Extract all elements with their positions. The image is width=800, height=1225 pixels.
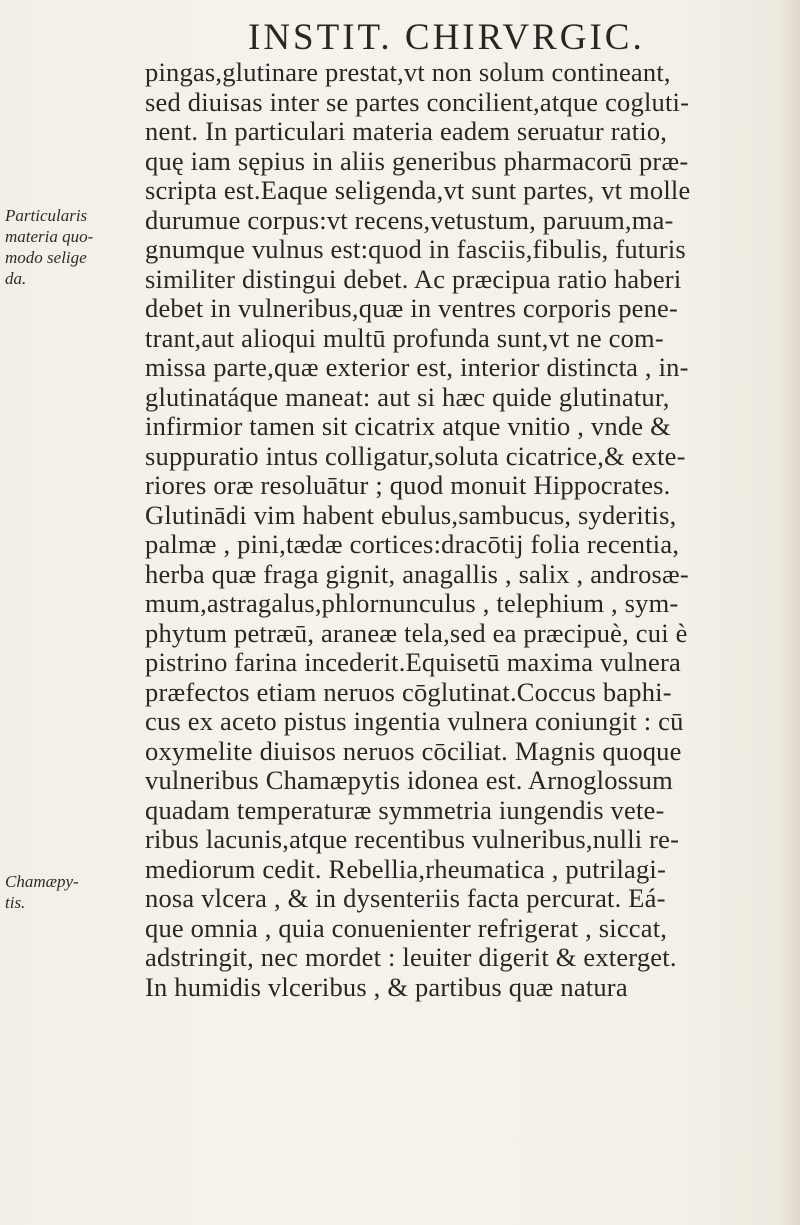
- text-line: palmæ , pini,tædæ cortices:dracōtij folia recentia,: [145, 529, 680, 559]
- text-line: herba quæ fraga gignit, anagallis , salix , androsæ-: [145, 558, 689, 589]
- text-line: gnumque vulnus est:quod in fasciis,fibulis, futuris: [145, 234, 686, 264]
- margin-note-line: materia quo-: [5, 227, 94, 246]
- text-line: durumue corpus:vt recens,vetustum, paruum,ma-: [145, 204, 674, 235]
- text-line: ribus lacunis,atque recentibus vulneribus,nulli re-: [145, 824, 680, 854]
- text-line: scripta est.Eaque seligenda,vt sunt partes, vt molle: [145, 175, 691, 205]
- margin-note-line: da.: [5, 269, 27, 288]
- text-line: præfectos etiam neruos cōglutinat.Coccus baphi-: [145, 676, 672, 707]
- margin-note-chamaepytis: [5, 871, 79, 913]
- margin-note-particularis: [5, 205, 93, 289]
- text-line: missa parte,quæ exterior est, interior distincta , in-: [145, 352, 689, 382]
- text-line: similiter distingui debet. Ac præcipua ratio haberi: [145, 263, 682, 294]
- text-line: que omnia , quia conuenienter refrigerat , siccat,: [145, 912, 668, 943]
- text-line: Glutinādi vim habent ebulus,sambucus, syderitis,: [145, 499, 677, 530]
- running-header: INSTIT. CHIRVRGIC.: [248, 17, 645, 58]
- margin-note-line: modo selige: [5, 248, 87, 267]
- text-line: riores oræ resoluātur ; quod monuit Hippocrates.: [145, 470, 671, 500]
- text-line: pistrino farina incederit.Equisetū maxima vulnera: [145, 647, 681, 677]
- text-line: suppuratio intus colligatur,soluta cicatrice,& exte-: [145, 440, 686, 471]
- margin-note-line: Particularis: [5, 206, 88, 225]
- margin-note-line: tis.: [5, 893, 26, 912]
- text-line: quę iam sępius in aliis generibus pharmacorū præ-: [145, 145, 689, 176]
- text-line: infirmior tamen sit cicatrix atque vnitio , vnde &: [145, 411, 671, 441]
- text-line: In humidis vlceribus , & partibus quæ natura: [145, 971, 628, 1002]
- text-line: cus ex aceto pistus ingentia vulnera coniungit : cū: [145, 706, 684, 736]
- text-line: nent. In particulari materia eadem seruatur ratio,: [145, 116, 668, 146]
- text-line: glutinatáque maneat: aut si hæc quide glutinatur,: [145, 381, 670, 412]
- text-line: trant,aut alioqui multū profunda sunt,vt ne com-: [145, 322, 664, 353]
- text-line: vulneribus Chamæpytis idonea est. Arnoglossum: [145, 765, 673, 795]
- text-line: mediorum cedit. Rebellia,rheumatica , putrilagi-: [145, 853, 667, 884]
- text-line: pingas,glutinare prestat,vt non solum contineant,: [145, 57, 671, 87]
- text-line: quadam temperaturæ symmetria iungendis vete-: [145, 794, 665, 825]
- text-line: nosa vlcera , & in dysenteriis facta percurat. Eá-: [145, 883, 666, 913]
- text-line: adstringit, nec mordet : leuiter digerit & exterget.: [145, 942, 677, 972]
- text-line: sed diuisas inter se partes concilient,atque cogluti-: [145, 86, 690, 117]
- text-line: phytum petræū, araneæ tela,sed ea præcipuè, cui è: [145, 617, 688, 648]
- margin-note-line: Chamæpy-: [5, 872, 79, 891]
- text-line: debet in vulneribus,quæ in ventres corporis pene-: [145, 293, 679, 323]
- body-text: [145, 58, 785, 1002]
- text-line: mum,astragalus,phlornunculus , telephium , sym-: [145, 588, 679, 618]
- text-line: oxymelite diuisos neruos cōciliat. Magnis quoque: [145, 735, 682, 766]
